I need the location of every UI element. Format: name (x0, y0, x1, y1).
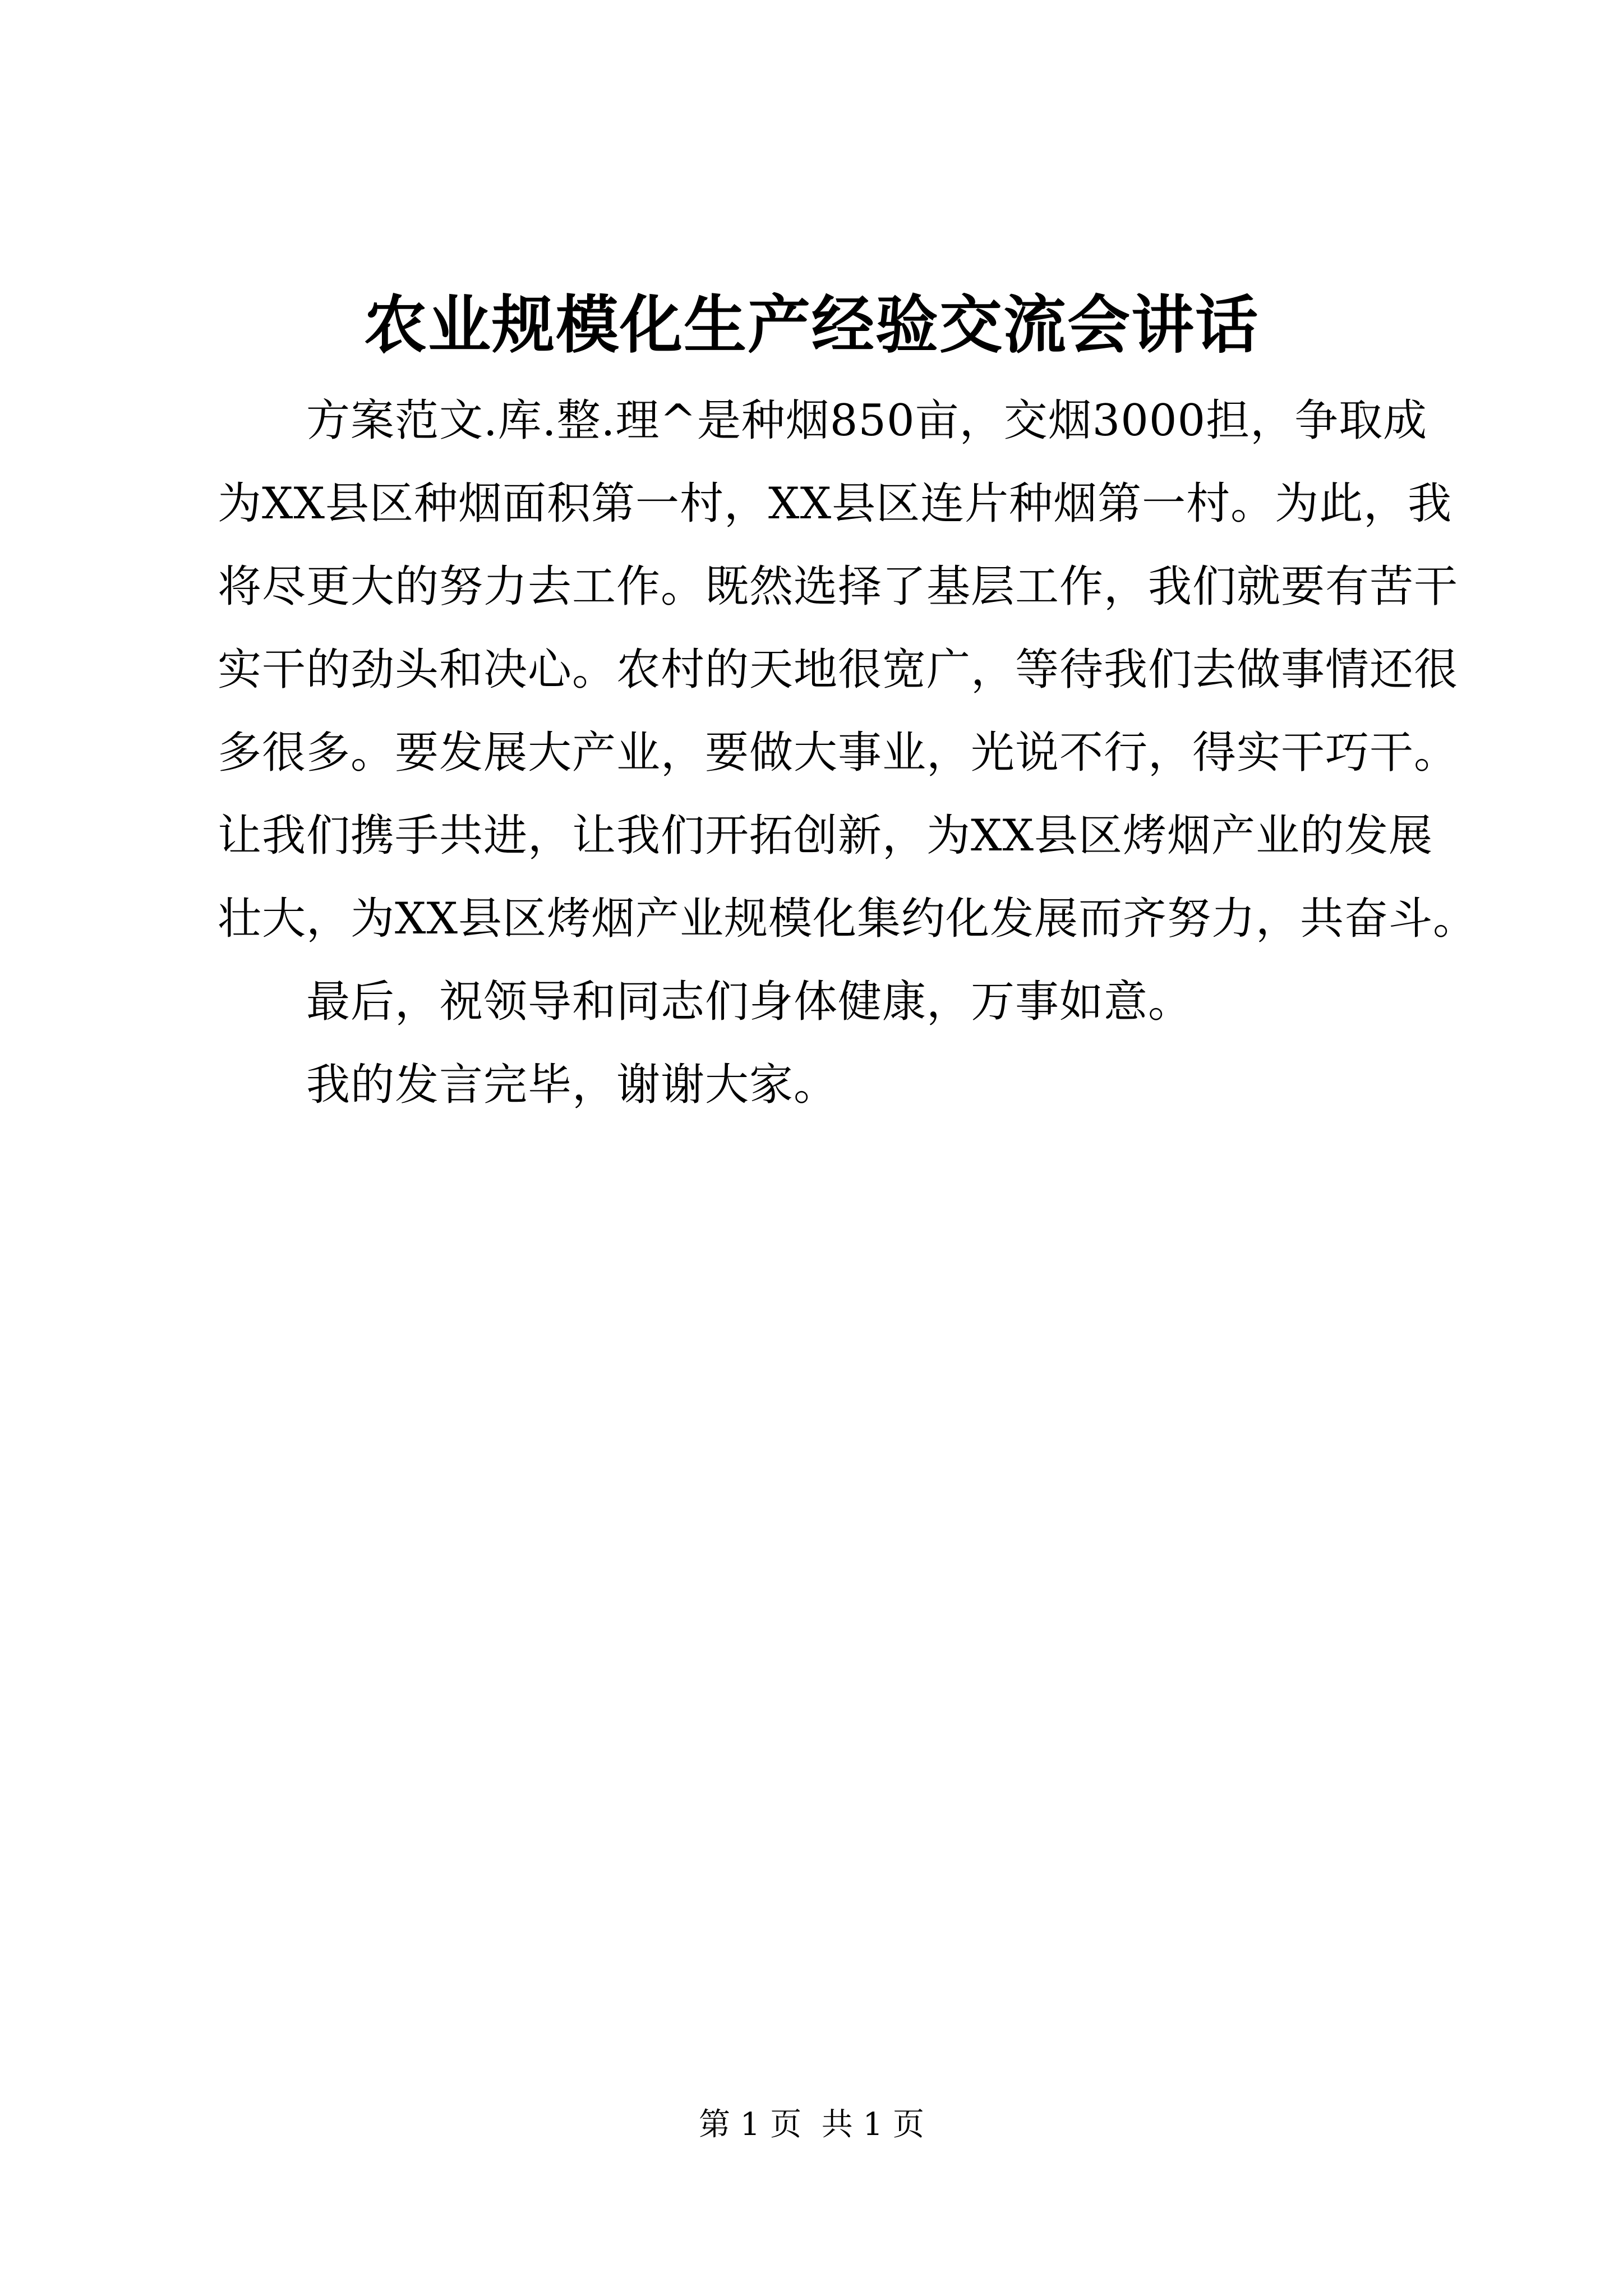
paragraph-line: 方案范文.库.整.理^是种烟850亩，交烟3000担，争取成 (306, 395, 1428, 446)
paragraph-line: 让我们携手共进，让我们开拓创新，为XX县区烤烟产业的发展 (218, 811, 1433, 861)
page-number-footer: 第 1 页 共 1 页 (698, 2106, 925, 2143)
page-title: 农业规模化生产经验交流会讲话 (364, 288, 1259, 362)
paragraph-line: 实干的劲头和决心。农村的天地很宽广，等待我们去做事情还很 (218, 645, 1459, 695)
closing-remark-paragraph: 我的发言完毕，谢谢大家。 (306, 1060, 838, 1110)
paragraph-line: 为XX县区种烟面积第一村，XX县区连片种烟第一村。为此，我 (218, 478, 1453, 529)
paragraph-line: 壮大，为XX县区烤烟产业规模化集约化发展而齐努力，共奋斗。 (218, 894, 1478, 944)
document-body (218, 379, 1478, 1126)
paragraph-line: 多很多。要发展大产业，要做大事业，光说不行，得实干巧干。 (218, 728, 1459, 778)
paragraph-line: 将尽更大的努力去工作。既然选择了基层工作，我们就要有苦干 (218, 562, 1459, 612)
closing-wishes-paragraph: 最后，祝领导和同志们身体健康，万事如意。 (306, 977, 1193, 1027)
